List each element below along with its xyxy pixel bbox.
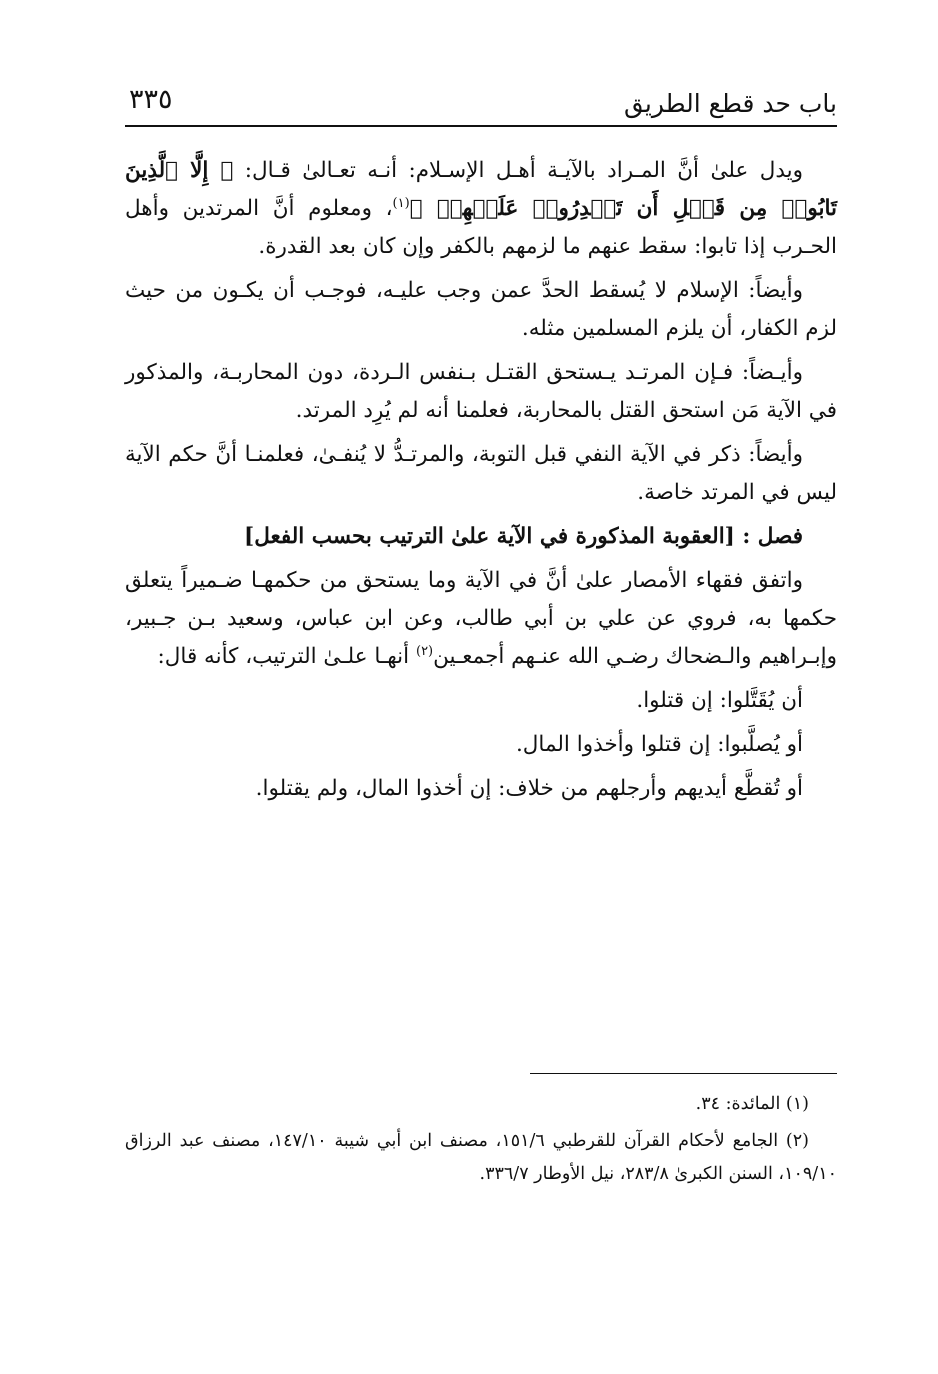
header-rule [125, 125, 837, 127]
section-title: [العقوبة المذكورة في الآية علىٰ الترتيب بحسب الفعل] [244, 524, 735, 549]
paragraph-3: وأيـضاً: فـإن المرتـد يـستحق القتـل بـنفس الـردة، دون المحاربـة، والمذكور في الآية مَن استحق القتل بالمحاربة، فعلمنا أنه لم يُرِد المرتد. [125, 360, 837, 423]
footnote-1: (١) المائدة: ٣٤. [695, 1094, 809, 1114]
paragraph-1-rest: ، ومعلوم أنَّ المرتدين وأهل الحـرب إذا تابوا: سقط عنهم ما لزمهم بالكفر وإن كان بعد القدرة. [125, 196, 837, 259]
ruling-line-1: أن يُقَتَّلوا: إن قتلوا. [636, 688, 803, 713]
paragraph-1-intro: ويدل علىٰ أنَّ المـراد بالآيـة أهـل الإسـلام: أنـه تعـالىٰ قـال: [233, 158, 803, 183]
paragraph-4: وأيضاً: ذكر في الآية النفي قبل التوبة، والمرتـدُّ لا يُنفـىٰ، فعلمنـا أنَّ حكم الآية ليس في المرتد خاصة. [125, 442, 837, 505]
section-heading [125, 518, 837, 556]
quran-verse: ﴿ إِلَّا ٱلَّذِينَ تَابُوا۟ مِن قَبۡلِ أَن تَقۡدِرُوا۟ عَلَيۡهِمۡ ﴾ [125, 158, 837, 221]
footnote-ref-2: (٢) [415, 643, 434, 659]
paragraph-2: وأيضاً: الإسلام لا يُسقط الحدَّ عمن وجب عليـه، فوجـب أن يكـون من حيث لزم الكفار، أن يلزم المسلمين مثله. [125, 278, 837, 341]
paragraph-5-rest: أنهـا علـىٰ الترتيب، كأنه قال: [157, 644, 416, 669]
page-number: ٣٣٥ [129, 84, 173, 115]
ruling-line-2: أو يُصلَّبوا: إن قتلوا وأخذوا المال. [515, 732, 803, 757]
paragraph-5 [125, 562, 837, 676]
running-title: باب حد قطع الطريق [624, 89, 837, 118]
footnotes [125, 1088, 837, 1195]
page-header [125, 84, 837, 124]
paragraph-1 [125, 152, 837, 266]
footnote-separator [530, 1073, 837, 1074]
footnote-ref-1: (١) [392, 195, 410, 211]
ruling-line-3: أو تُقطَّع أيديهم وأرجلهم من خلاف: إن أخذوا المال، ولم يقتلوا. [255, 776, 803, 801]
footnote-2: (٢) الجامع لأحكام القرآن للقرطبي ١٥١/٦، مصنف ابن أبي شيبة ١٤٧/١٠، مصنف عبد الرزاق ١٠٩/١٠، السنن الكبرىٰ ٢٨٣/٨، نيل الأوطار ٣٣٦/٧. [125, 1131, 837, 1184]
section-label: فصل : [742, 524, 803, 549]
main-text [125, 152, 837, 814]
paragraph-5-intro: واتفق فقهاء الأمصار علىٰ أنَّ في الآية وما يستحق من حكمهـا ضـميراً يتعلق حكمها به، فروي عن علي بن أبي طالب، وعن ابن عباس، وسعيد بـن جـبير، وإبـراهيم والـضحاك رضـي الله عنـهم أجمعـين [125, 568, 837, 669]
